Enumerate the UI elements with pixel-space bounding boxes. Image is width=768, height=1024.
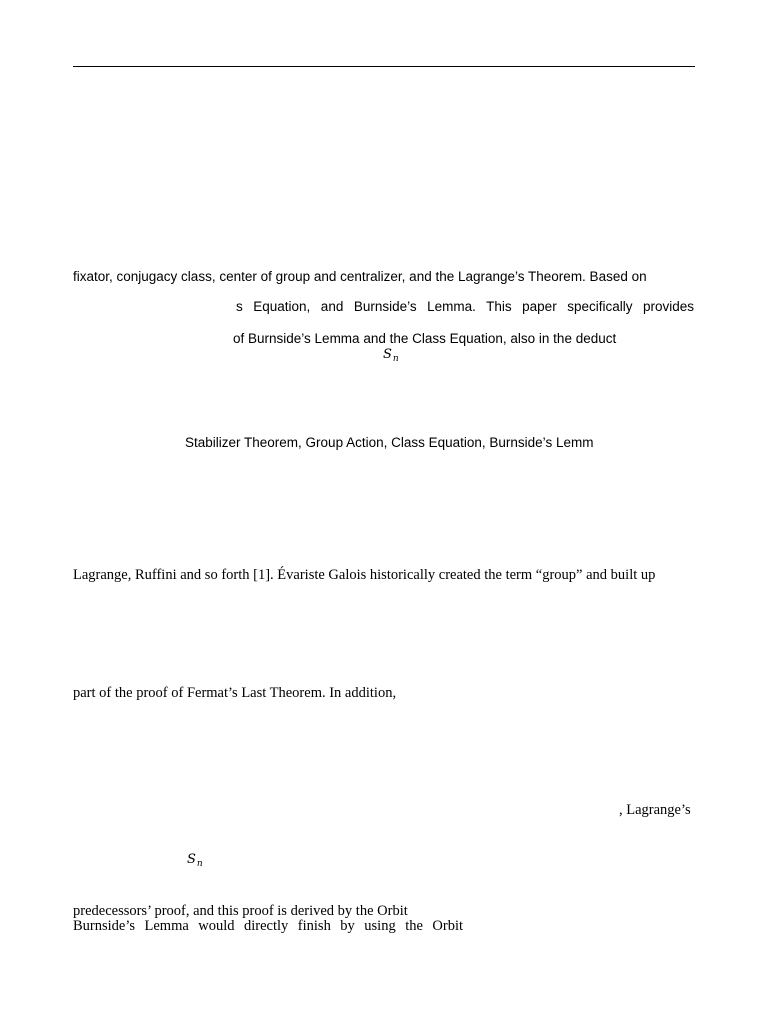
abstract-line-3: of Burnside’s Lemma and the Class Equation, also in the deduct bbox=[233, 331, 617, 346]
abstract-symbol-sn bbox=[383, 348, 399, 364]
intro-symbol-sn bbox=[187, 853, 203, 869]
header-rule bbox=[73, 66, 695, 67]
intro-line-1: Lagrange, Ruffini and so forth [1]. Évariste Galois historically created the term “group” and built up bbox=[73, 567, 656, 583]
keywords-line: Stabilizer Theorem, Group Action, Class Equation, Burnside’s Lemm bbox=[185, 435, 594, 450]
intro-line-5: Burnside’s Lemma would directly finish by using the Orbit bbox=[73, 918, 463, 934]
abstract-line-1: fixator, conjugacy class, center of group and centralizer, and the Lagrange’s Theorem. Based on bbox=[73, 269, 647, 284]
abstract-line-2: s Equation, and Burnside’s Lemma. This paper specifically provides bbox=[236, 299, 694, 314]
symbol-base: S bbox=[187, 852, 196, 867]
intro-line-3: , Lagrange’s bbox=[619, 802, 691, 818]
symbol-base: S bbox=[383, 347, 392, 362]
intro-line-2: part of the proof of Fermat’s Last Theorem. In addition, bbox=[73, 685, 397, 701]
intro-line-4: predecessors’ proof, and this proof is derived by the Orbit bbox=[73, 903, 408, 919]
symbol-subscript: n bbox=[392, 354, 399, 364]
symbol-subscript: n bbox=[196, 859, 203, 869]
